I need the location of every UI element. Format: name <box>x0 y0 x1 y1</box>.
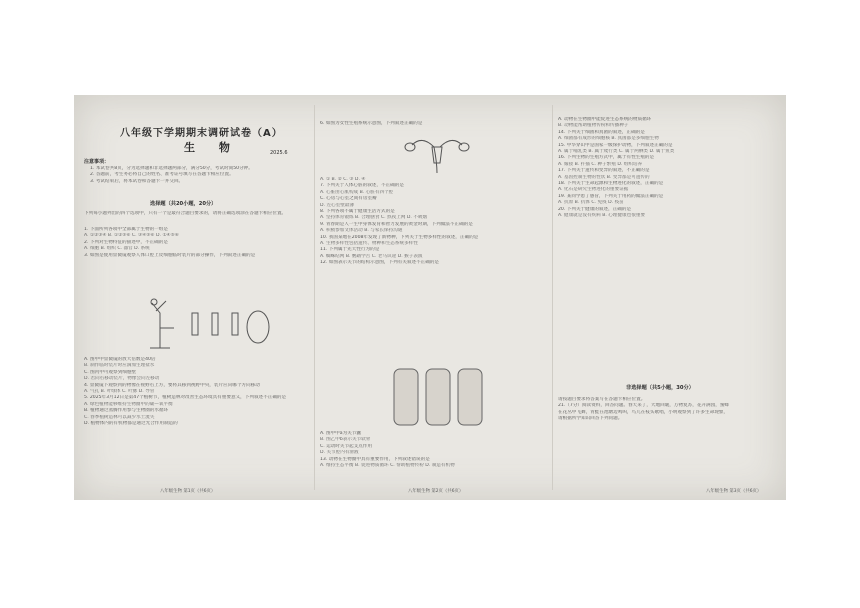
notice-heading: 注意事项： <box>84 159 110 165</box>
question-stem: 15. 中华穿山甲是国家一级保护动物，下列叙述正确的是 <box>558 142 673 148</box>
question-stem: 21.（7分）阅读资料，回答问题。春天来了，大地回暖，万物复苏，花开满园，蜜蜂 <box>558 403 730 409</box>
question-block <box>320 121 546 127</box>
question-options: A. 蜘蛛结网 B. 鹦鹉学舌 C. 老马识途 D. 猴子表演 <box>320 253 423 259</box>
exam-date: 2025.6 <box>270 150 288 156</box>
question-stem: A. 图甲中显微镜的放大倍数是40倍 <box>84 357 156 362</box>
question-stem: 5. 2025年3月12日是第47个植树节，植树造林对改善生态环境具有重要意义，下列叙述不正确的是 <box>84 395 287 401</box>
question-options: A. 化石是研究生物进化的重要证据 <box>558 187 629 193</box>
question-options: A. 细菌都有成形的细胞核 B. 真菌都是多细胞生物 <box>558 136 659 142</box>
question-options: A. 抗原 B. 抗体 C. 免疫 D. 疫苗 <box>558 200 624 206</box>
notice-list <box>90 166 310 185</box>
question-block <box>320 431 546 469</box>
question-stem: C. 运动时关节起支点作用 <box>320 443 373 449</box>
question-options: C. 春季植树造林可以减少水土流失 <box>84 414 155 420</box>
notice-line: 1. 本试卷共8页，分为选择题和非选择题两部分，满分50分，考试时间50分钟。 <box>90 166 253 171</box>
reproductive-system-figure <box>402 133 472 175</box>
question-options: A. 心脏由心肌构成 B. 心脏有四个腔 <box>320 189 394 195</box>
question-stem: 1. 下面所列各项中全部属于生物的一组是 <box>84 227 168 232</box>
section-intro-text: 下列每小题列出的四个选项中，只有一个是最符合题目要求的，请将正确选项涂在答题卡相应位置。 <box>84 211 287 216</box>
question-stem: 12. 如图表示关节的结构示意图，下列有关叙述不正确的是 <box>320 260 440 266</box>
question-stem: 17. 下列关于遗传和变异的叙述，不正确的是 <box>558 168 650 174</box>
question-options: A. 基因控制生物的性状 B. 变异都是可遗传的 <box>558 174 650 180</box>
notice-line: 3. 考试结束后，将本试卷和答题卡一并交回。 <box>90 178 184 184</box>
page-1-column <box>80 95 312 500</box>
question-stem: A. 动物在生物圈中能促进生态系统的物质循环 <box>558 117 652 122</box>
question-stem: 11. 下列属于先天性行为的是 <box>320 247 380 253</box>
question-options: A. 气孔 B. 叶绿体 C. 叶脉 D. 导管 <box>84 389 155 395</box>
question-stem: 8. 下列各项不属于健康生活方式的是 <box>320 209 395 215</box>
question-stem: 3. 如图是使用显微镜观察人体口腔上皮细胞临时装片的部分操作，下列叙述正确的是 <box>84 252 256 258</box>
question-stem: 10. 我国某地在2008年发现了新物种，下列关于生物多样性的叙述，正确的是 <box>320 234 479 240</box>
question-options: A. 属于哺乳类 B. 属于爬行类 C. 属于两栖类 D. 属于鱼类 <box>558 149 675 155</box>
column-divider <box>314 105 315 490</box>
question-stem: 19. 某同学患了感冒，下列关于用药的做法正确的是 <box>558 193 664 199</box>
choice-section-heading: 选择题（共20小题，20分） <box>150 201 217 207</box>
question-options: A. ①②③④ B. ①②⑤⑥ C. ③④⑤⑥ D. ①④⑤⑥ <box>84 233 179 239</box>
question-stem: 7. 下列关于人体心脏的叙述，不正确的是 <box>320 183 404 189</box>
question-options: A. 健康就是没有疾病 B. 心理健康也很重要 <box>558 213 646 219</box>
page-footer: 八年级生物 第2页（共6页） <box>408 489 464 494</box>
question-stem: 在花丛中飞舞，青蛙在池塘边鸣叫，鸟儿在枝头歌唱，小明观察到了许多生命现象， <box>558 409 728 415</box>
question-options: A. ① B. ② C. ③ D. ④ <box>320 177 366 182</box>
question-stem: A. 图甲中a为关节囊 <box>320 431 361 436</box>
subject-title: 生 物 <box>184 141 240 154</box>
question-stem: C. 心房与心室之间有房室瓣 <box>320 196 377 202</box>
question-stem: D. 植物体内的有机物都是通过光合作用制造的 <box>84 421 178 427</box>
question-options: A. 维持生态平衡 B. 促进物质循环 C. 帮助植物传粉 D. 制造有机物 <box>320 463 455 469</box>
question-stem: C. 图丙中可观察到细胞壁 <box>84 369 137 375</box>
exam-paper-sheet <box>74 95 786 500</box>
exam-title: 八年级下学期期末调研试卷（A） <box>120 128 283 139</box>
page-2-column <box>318 95 550 500</box>
question-stem: 2. 下列对生物特征的描述中，不正确的是 <box>84 239 168 245</box>
question-block <box>320 177 546 267</box>
question-options: A. 绿色植物能够维持生物圈中的碳—氧平衡 <box>84 401 173 407</box>
question-options: D. 若向右移动装片，物像会向左移动 <box>84 376 160 382</box>
question-options: A. 嫁接 B. 扦插 C. 种子繁殖 D. 组织培养 <box>558 161 643 167</box>
page-footer: 八年级生物 第1页（共6页） <box>160 489 216 494</box>
page-footer: 八年级生物 第3页（共6页） <box>706 489 762 494</box>
choice-intro <box>84 211 310 217</box>
question-stem: 20. 下列关于健康的叙述，正确的是 <box>558 206 632 212</box>
question-block <box>558 117 784 220</box>
question-block <box>84 357 310 427</box>
non-choice-section-heading: 非选择题（共5小题，30分） <box>626 385 694 391</box>
question-block <box>558 397 784 423</box>
question-options: B. 动物能帮助植物传粉和传播种子 <box>558 123 629 129</box>
notice-line: 2. 答题前，考生务必将自己的姓名、准考证号填写在答题卡相应位置。 <box>90 172 234 178</box>
question-options: A. 细胞 B. 组织 C. 器官 D. 系统 <box>84 246 150 252</box>
column-divider <box>552 105 553 490</box>
question-stem: 18. 下列关于生命起源和生物进化的叙述，正确的是 <box>558 181 664 187</box>
question-options: D. 左心室壁最薄 <box>320 202 355 208</box>
question-stem: 14. 下列关于细菌和真菌的叙述，正确的是 <box>558 129 645 135</box>
joint-structure-figure <box>388 365 488 429</box>
section-intro-text: 请按题目要求将答案写在答题卡相应位置。 <box>558 397 646 402</box>
microscope-figure <box>130 293 270 355</box>
question-options: B. 图乙中b表示关节软骨 <box>320 437 371 443</box>
question-options: D. 关节腔内有滑液 <box>320 450 359 456</box>
question-stem: 13. 动物在生物圈中具有重要作用，下列叙述错误的是 <box>320 456 430 462</box>
question-stem: 9. 青春期是人一生中身体发育和智力发展的黄金时期，下列做法不正确的是 <box>320 221 473 227</box>
question-options: B. 制作临时装片时应滴加生理盐水 <box>84 363 155 369</box>
page-3-column <box>556 95 782 500</box>
question-stem: 4. 显微镜下观察到的物像在视野右上方，要将其移到视野中央，装片应向哪个方向移动 <box>84 382 260 388</box>
question-options: A. 生物多样性包括遗传、物种和生态系统多样性 <box>320 241 418 247</box>
question-stem: 请根据所学知识回答下列问题。 <box>558 416 623 422</box>
question-stem: B. 植物通过蒸腾作用参与生物圈的水循环 <box>84 408 169 414</box>
question-options: A. 积极参加文体活动 B. 与家长保持沟通 <box>320 228 403 234</box>
question-stem: 6. 如图为女性生殖系统示意图，下列叙述正确的是 <box>320 121 423 126</box>
question-options: A. 坚持体育锻炼 B. 合理膳食 C. 熬夜上网 D. 不吸烟 <box>320 215 428 221</box>
question-block <box>84 227 310 259</box>
question-stem: 16. 下列生物的生殖方式中，属于有性生殖的是 <box>558 155 655 161</box>
